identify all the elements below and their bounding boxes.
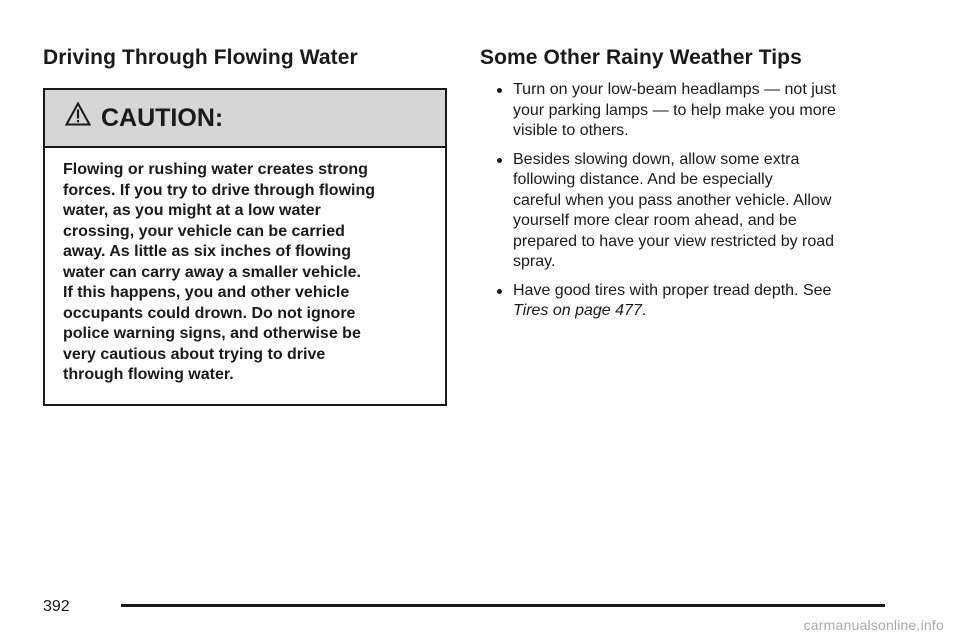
- bullet-icon: [497, 88, 502, 93]
- list-item: [480, 150, 900, 273]
- flowing-water-section: [43, 44, 447, 383]
- tip-punctuation: .: [641, 302, 647, 319]
- tip-line: careful when you pass another vehicle. Allow: [513, 191, 832, 209]
- tips-list: [480, 80, 900, 330]
- watermark: carmanualsonline.info: [803, 617, 944, 633]
- tip-line: yourself more clear room ahead, and be: [513, 212, 797, 229]
- cross-reference-link[interactable]: Tires on page 477: [513, 302, 642, 319]
- caution-line: through flowing water.: [63, 366, 234, 383]
- tip-line: Besides slowing down, allow some extra: [513, 150, 800, 168]
- tip-line: visible to others.: [513, 122, 629, 139]
- bullet-icon: [497, 289, 502, 294]
- section-heading-flowing-water: Driving Through Flowing Water: [43, 46, 358, 69]
- footer-divider: [121, 604, 885, 607]
- caution-line: forces. If you try to drive through flowing: [63, 181, 376, 199]
- caution-line: crossing, your vehicle can be carried: [63, 222, 345, 240]
- caution-line: very cautious about trying to drive: [63, 345, 326, 363]
- caution-line: occupants could drown. Do not ignore: [63, 304, 356, 322]
- rainy-weather-tips-section: [480, 44, 900, 319]
- tip-line: prepared to have your view restricted by road: [513, 232, 835, 250]
- caution-title: CAUTION:: [101, 104, 224, 132]
- caution-line: If this happens, you and other vehicle: [63, 284, 350, 301]
- tip-line: Turn on your low-beam headlamps — not just: [513, 81, 837, 98]
- bullet-icon: [497, 158, 502, 163]
- tip-line: following distance. And be especially: [513, 171, 773, 188]
- caution-text: [63, 160, 433, 386]
- list-item: [480, 80, 900, 142]
- list-item: [480, 281, 900, 322]
- page-number: 392: [43, 598, 70, 615]
- caution-triangle-icon: [65, 102, 91, 126]
- tip-line: Have good tires with proper tread depth. See: [513, 281, 832, 299]
- caution-line: Flowing or rushing water creates strong: [63, 161, 368, 178]
- caution-line: water, as you might at a low water: [63, 202, 321, 219]
- tip-line: spray.: [513, 253, 556, 270]
- section-heading-rainy-tips: Some Other Rainy Weather Tips: [480, 46, 802, 69]
- caution-line: police warning signs, and otherwise be: [63, 325, 361, 342]
- caution-line: away. As little as six inches of flowing: [63, 243, 352, 260]
- tip-line: your parking lamps — to help make you more: [513, 101, 836, 119]
- caution-line: water can carry away a smaller vehicle.: [63, 263, 361, 281]
- caution-box: [43, 88, 447, 406]
- caution-header: [45, 90, 445, 148]
